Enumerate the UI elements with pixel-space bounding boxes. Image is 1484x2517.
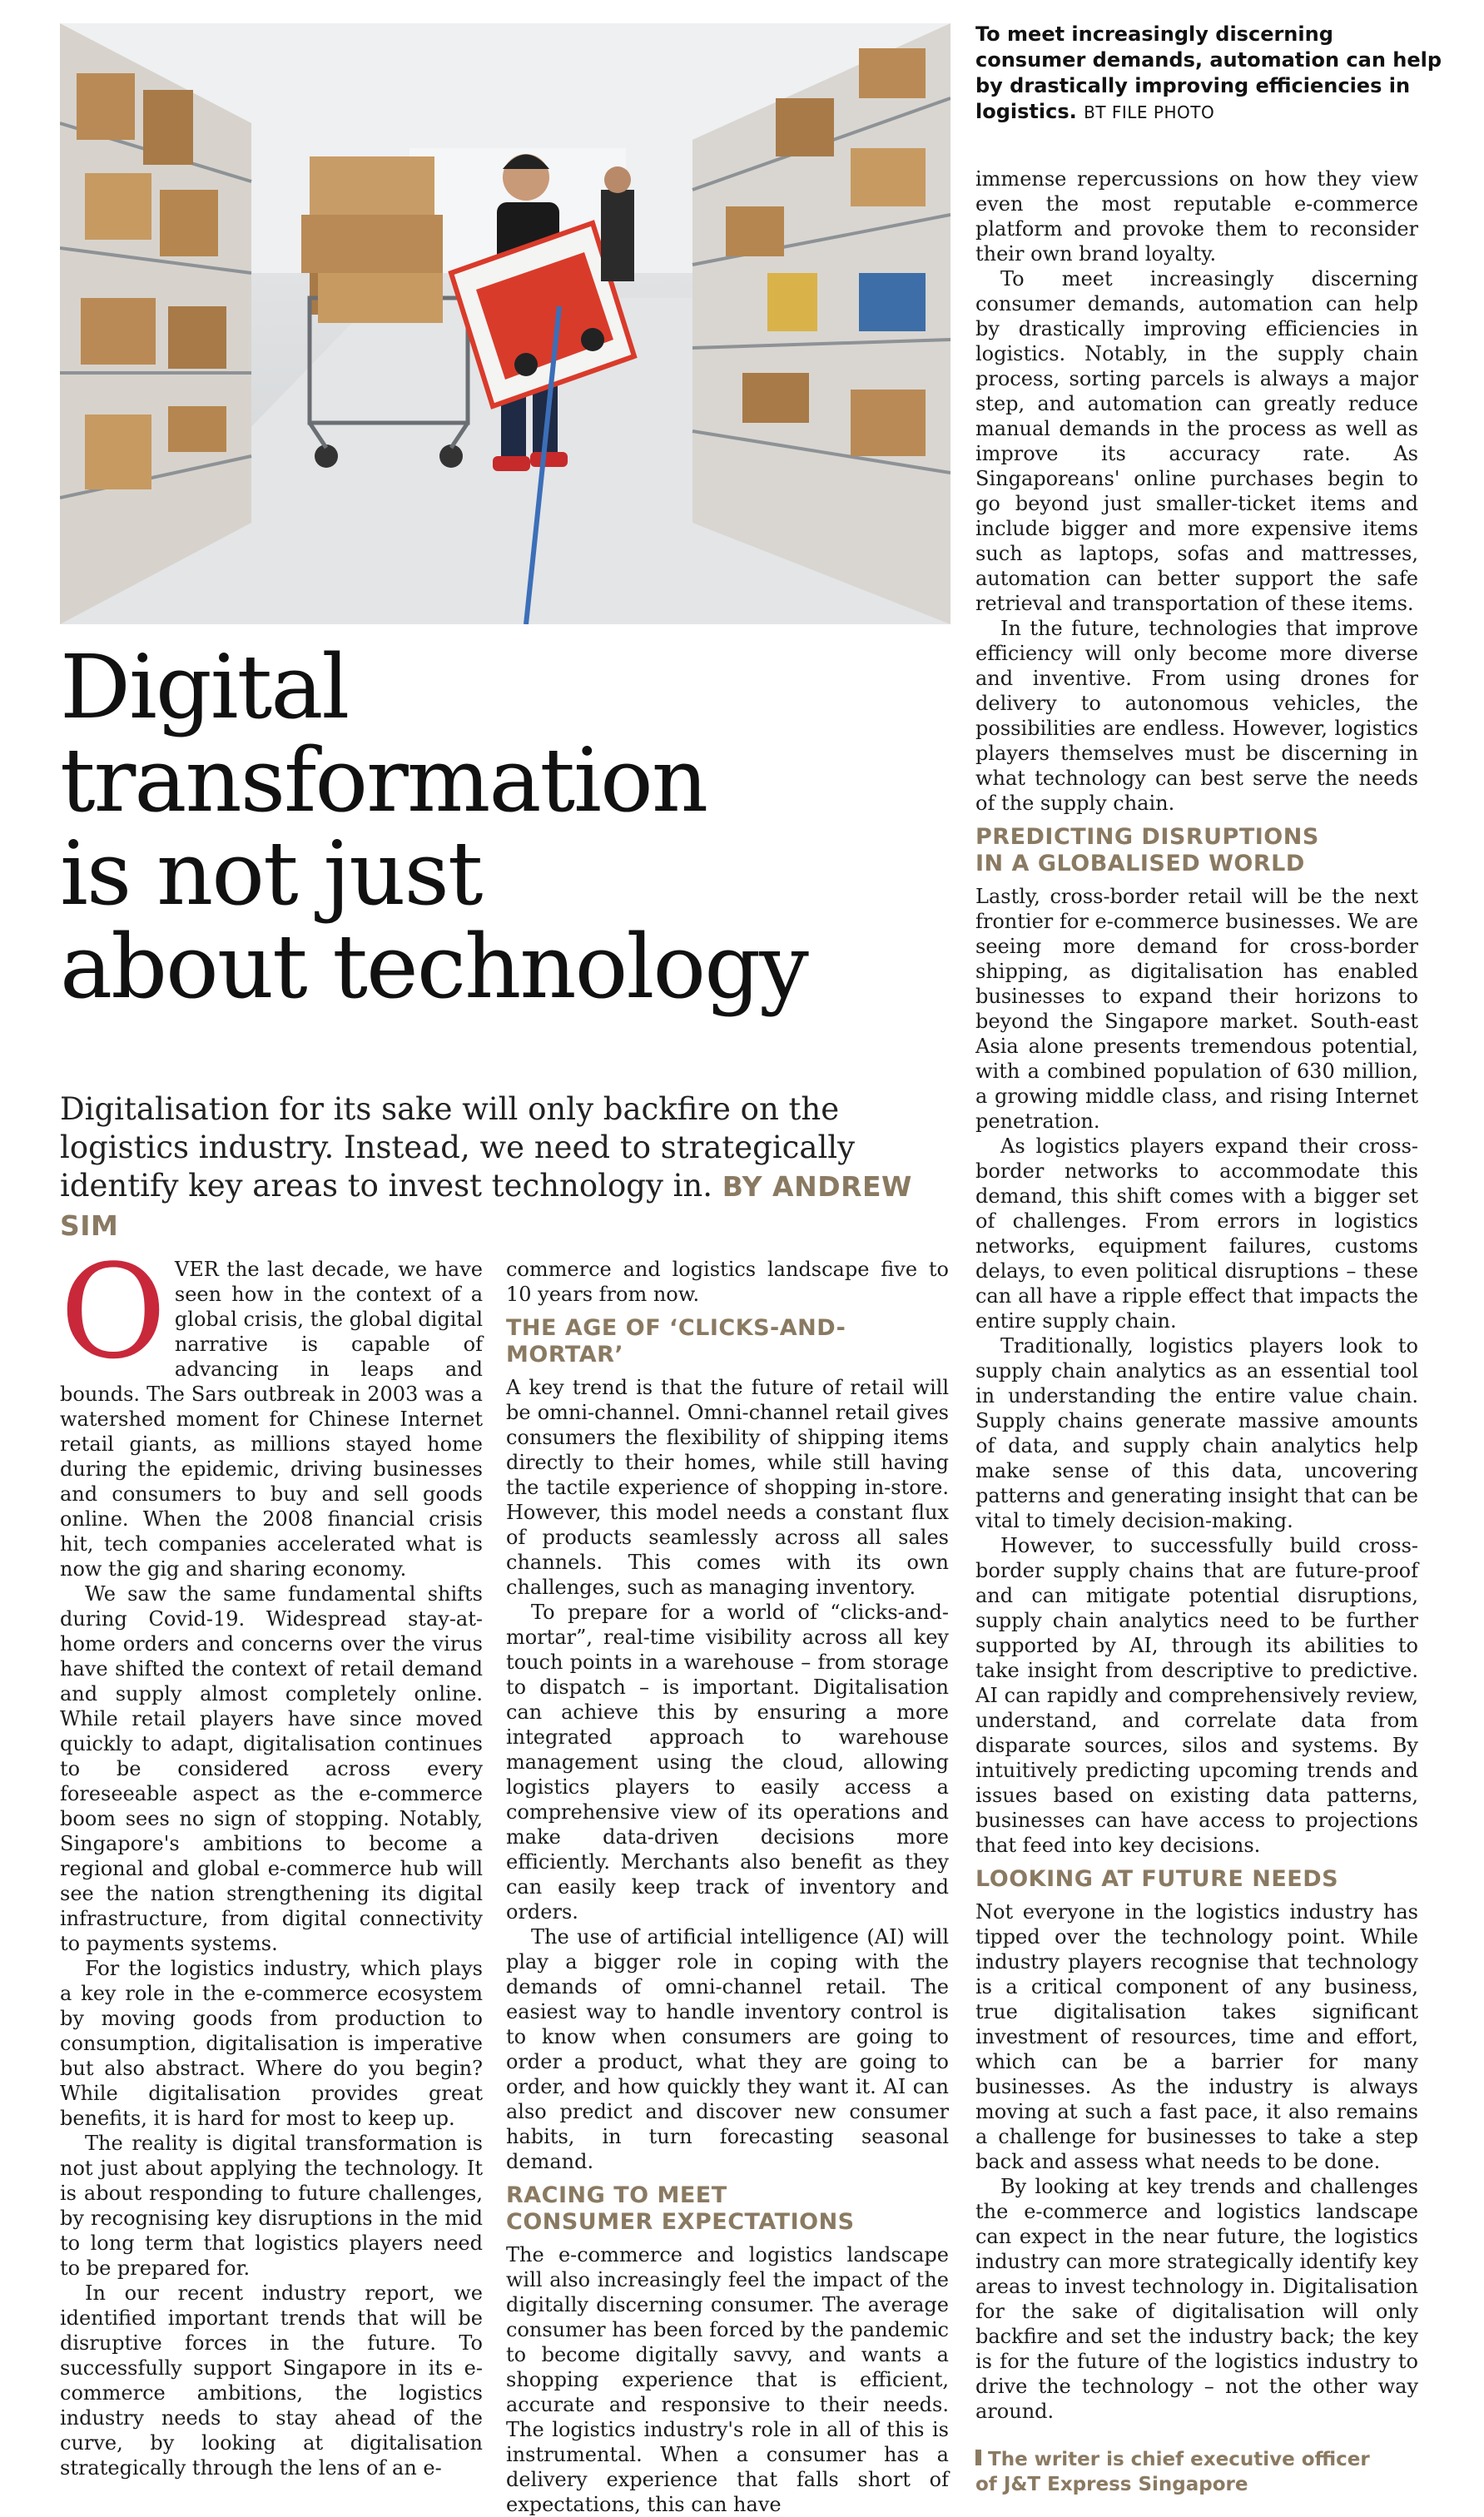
headline-line: transformation [60, 729, 707, 832]
article-paragraph: In our recent industry report, we identified important trends that will be disruptive forces in the future. To successfully support Singapore in its e-commerce ambitions, the logistics industry needs to stay ahead of the curve, by looking at digitalisation strategically through the lens of an e- [60, 2281, 483, 2480]
section-heading: PREDICTING DISRUPTIONS IN A GLOBALISED WORLD [975, 824, 1319, 876]
warehouse-photo-illustration [60, 23, 950, 624]
article-paragraph: The reality is digital transformation is not just about applying the technology. It is about responding to future challenges, by recognising key disruptions in the mid to long term that logistics players need to be prepared for. [60, 2132, 483, 2280]
signoff-bar-icon [975, 2450, 981, 2465]
photo-credit: BT FILE PHOTO [1084, 102, 1215, 122]
article-paragraph: To prepare for a world of “clicks-and-mortar”, real-time visibility across all key touch points in a warehouse – from storage to dispatch – is important. Digitalisation can achieve this by ensuring a more integrated approach to warehouse management using the cloud, allowing logistics players to easily access a comprehensive view of its operations and make data-driven decisions more efficiently. Merchants also benefit as they can easily keep track of inventory and orders. [506, 1601, 949, 1924]
section-heading: RACING TO MEET CONSUMER EXPECTATIONS [506, 2182, 855, 2235]
left-shelves [60, 23, 251, 624]
article-paragraph: immense repercussions on how they view even the most reputable e-commerce platform and provoke them to reconsider their own brand loyalty. [975, 167, 1418, 266]
section-heading: THE AGE OF ‘CLICKS-AND-MORTAR’ [506, 1315, 846, 1368]
headline-line: Digital [60, 636, 349, 738]
article-paragraph: commerce and logistics landscape five to 10 years from now. [506, 1258, 949, 1306]
article-column-3 [975, 166, 1418, 2497]
article-paragraph: We saw the same fundamental shifts during Covid-19. Widespread stay-at-home orders and concerns over the virus have shifted the context of retail demand and supply almost completely online. While retail players have since moved quickly to adapt, digitalisation continues to be considered across every foreseeable aspect as the e-commerce boom sees no sign of stopping. Notably, Singapore's ambitions to become a regional and global e-commerce hub will see the nation strengthening its digital infrastructure, from digital connectivity to payments systems. [60, 1582, 483, 1955]
section-heading: LOOKING AT FUTURE NEEDS [975, 1866, 1339, 1892]
article-paragraph: A key trend is that the future of retail will be omni-channel. Omni-channel retail gives consumers the flexibility of shipping items directly to their homes, while still having the tactile experience of shopping in-store. However, this model needs a constant flux of products seamlessly across all sales channels. This comes with its own challenges, such as managing inventory. [506, 1376, 949, 1599]
headline-line: about technology [60, 916, 807, 1018]
article-paragraph: The e-commerce and logistics landscape will also increasingly feel the impact of the digitally discerning consumer. The average consumer has been forced by the pandemic to become digitally savvy, and wants a shopping experience that is efficient, accurate and responsive to their needs. The logistics industry's role in all of this is instrumental. When a consumer has a delivery experience that falls short of expectations, this can have [506, 2243, 949, 2516]
article-paragraph: For the logistics industry, which plays a key role in the e-commerce ecosystem by moving goods from production to consumption, digitalisation is imperative but also abstract. Where do you begin? While digitalisation provides great benefits, it is hard for most to keep up. [60, 1957, 483, 2130]
article-paragraph: To meet increasingly discerning consumer demands, automation can help by drastically improving efficiencies in logistics. Notably, in the supply chain process, sorting parcels is always a major step, and automation can greatly reduce manual demands in the process as well as improve its accuracy rate. As Singaporeans' online purchases begin to go beyond just smaller-ticket items and include bigger and more expensive items such as laptops, sofas and mattresses, automation can better support the safe retrieval and transportation of these items. [975, 267, 1418, 615]
warehouse-photo [60, 23, 950, 624]
photo-caption [975, 22, 1450, 126]
author-signoff: The writer is chief executive officer of J&T Express Singapore [975, 2449, 1370, 2495]
article-paragraph: The use of artificial intelligence (AI) will play a bigger role in coping with the demands of omni-channel retail. The easiest way to handle inventory control is to know when consumers are going to order a product, what they are going to order, and how quickly they want it. AI can also predict and discover new consumer habits, in turn forecasting seasonal demand. [506, 1925, 949, 2173]
standfirst-text: Digitalisation for its sake will only backfire on the logistics industry. Instead, we need to strategically identify key areas to invest technology in. [60, 1091, 856, 1204]
article-paragraph: As logistics players expand their cross-border networks to accommodate this demand, this shift comes with a bigger set of challenges. From errors in logistics networks, equipment failures, customs delays, to even political disruptions – these can all have a ripple effect that impacts the entire supply chain. [975, 1134, 1418, 1333]
article-column-2 [506, 1257, 949, 2517]
drop-cap: O [60, 1236, 166, 1388]
headline [60, 636, 942, 1018]
byline: BY ANDREW SIM [60, 1170, 912, 1242]
caption-text: To meet increasingly discerning consumer demands, automation can help by drastically improving efficiencies in logistics. [975, 22, 1442, 123]
article-paragraph: Traditionally, logistics players look to supply chain analytics as an essential tool in understanding the entire value chain. Supply chains generate massive amounts of data, and supply chain analytics help make sense of this data, uncovering patterns and generating insight that can be vital to timely decision-making. [975, 1334, 1418, 1532]
article-paragraph: By looking at key trends and challenges the e-commerce and logistics landscape can expect in the near future, the logistics industry can more strategically identify key areas to invest technology in. Digitalisation for the sake of digitalisation will only backfire and set the industry back; the key is for the future of the logistics industry to drive the technology – not the other way around. [975, 2175, 1418, 2423]
article-paragraph: OVER the last decade, we have seen how in the context of a global crisis, the global digital narrative is capable of advancing in leaps and bounds. The Sars outbreak in 2003 was a watershed moment for Chinese Internet retail giants, as millions stayed home during the epidemic, driving businesses and consumers to buy and sell goods online. When the 2008 financial crisis hit, tech companies accelerated what is now the gig and sharing economy. [60, 1236, 483, 1581]
headline-line: is not just [60, 822, 482, 925]
standfirst [60, 1090, 950, 1245]
article-paragraph: However, to successfully build cross-border supply chains that are future-proof and can mitigate potential disruptions, supply chain analytics need to be further supported by AI, through its abilities to take insight from descriptive to predictive. AI can rapidly and comprehensively review, understand, and correlate data from disparate sources, silos and systems. By intuitively predicting upcoming trends and issues based on existing data patterns, businesses can have access to projections that feed into key decisions. [975, 1534, 1418, 1857]
article-paragraph: In the future, technologies that improve efficiency will only become more diverse and inventive. From using drones for delivery to autonomous vehicles, the possibilities are endless. However, logistics players themselves must be discerning in what technology can best serve the needs of the supply chain. [975, 617, 1418, 815]
article-paragraph: Not everyone in the logistics industry has tipped over the technology point. While industry players recognise that technology is a critical component of any business, true digitalisation takes significant investment of resources, time and effort, which can be a barrier for many businesses. As the industry is always moving at such a fast pace, it also remains a challenge for businesses to take a step back and assess what needs to be done. [975, 1900, 1418, 2173]
article-paragraph: Lastly, cross-border retail will be the next frontier for e-commerce businesses. We are seeing more demand for cross-border shipping, as digitalisation has enabled businesses to expand their horizons to beyond the Singapore market. South-east Asia alone presents tremendous potential, with a combined population of 630 million, a growing middle class, and rising Internet penetration. [975, 885, 1418, 1133]
article-column-1 [60, 1236, 483, 2480]
